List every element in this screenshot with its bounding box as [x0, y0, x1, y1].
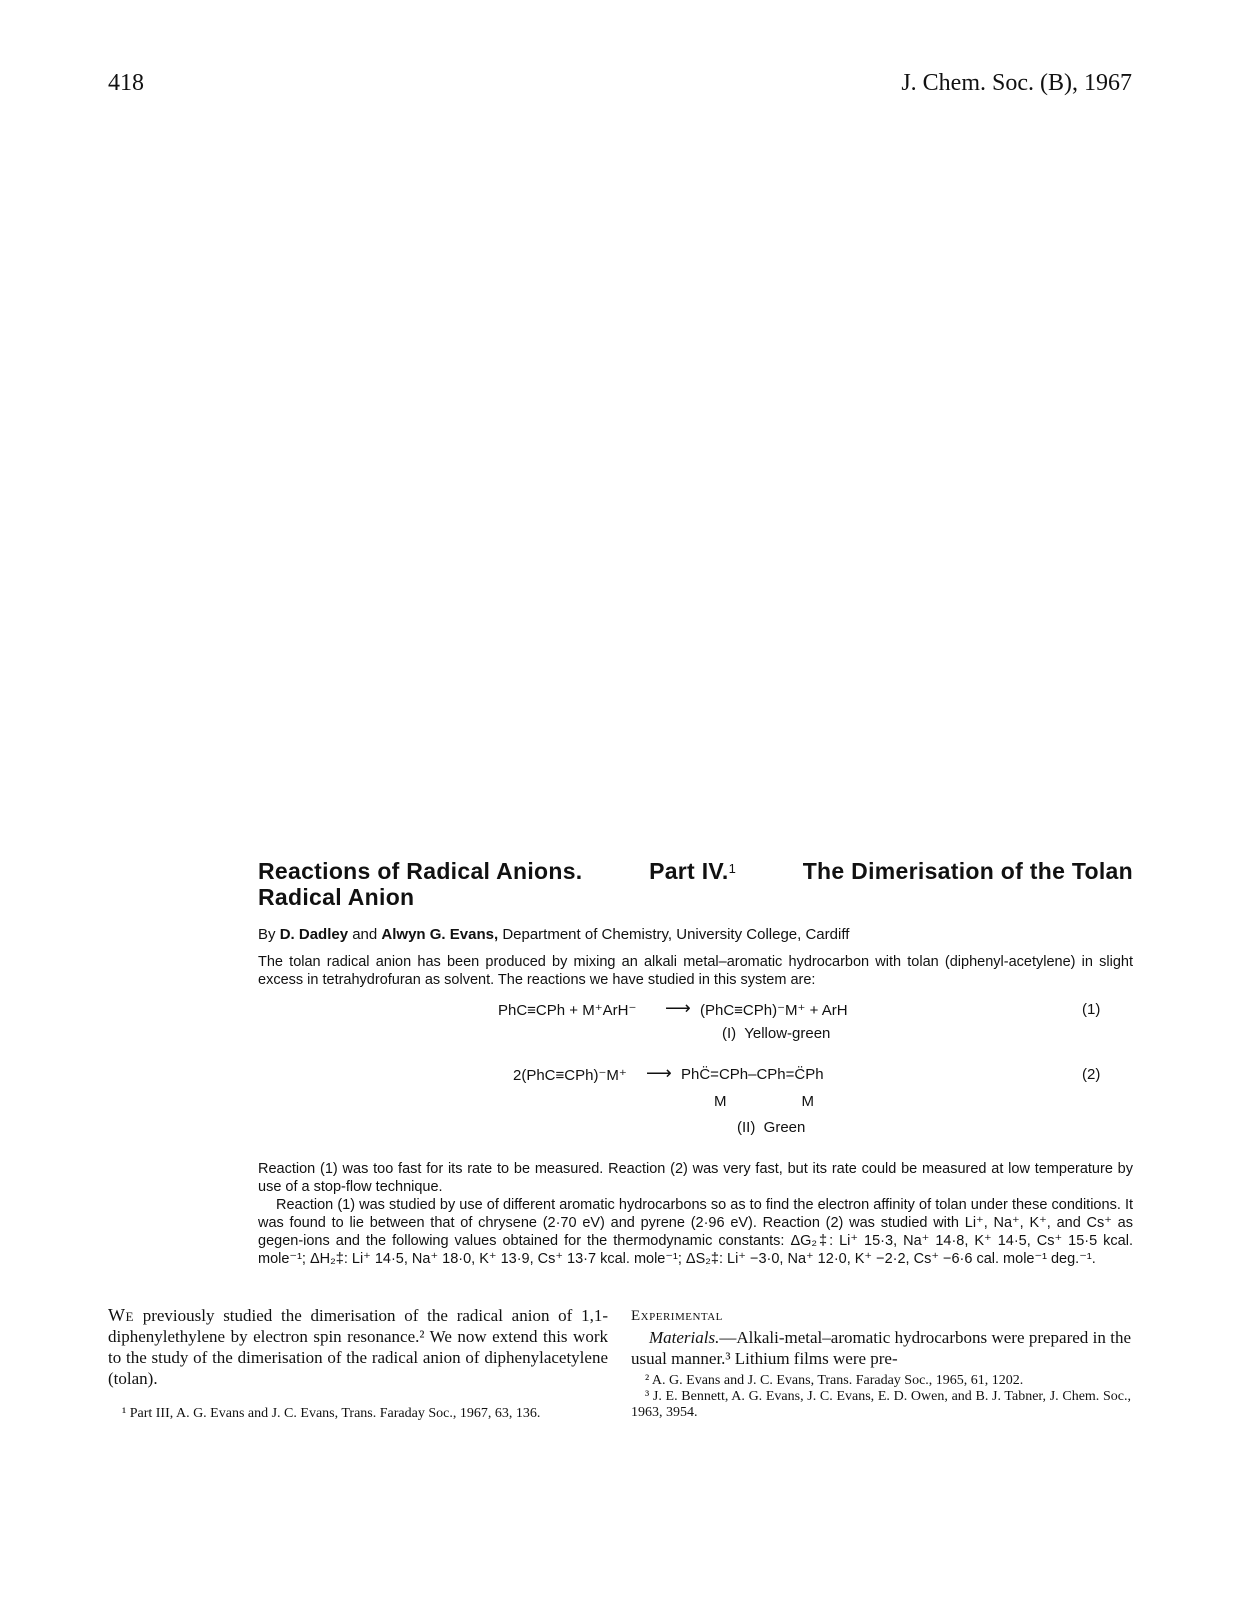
intro-we: We [108, 1305, 134, 1325]
materials-paragraph [631, 1327, 1131, 1369]
experimental-heading-text: Experimental [631, 1308, 723, 1324]
abstract-text-3: Reaction (1) was studied by use of different aromatic hydrocarbons so as to find the electron affinity of tolan under these conditions. It was found to lie between that of chrysene (2·70 eV) and pyrene (2·96 eV). Reaction (2) was studied with Li⁺, Na⁺, K⁺, and Cs⁺ as gegen-ions and the following values obtained for the thermodynamic constants: ΔG₂‡: Li⁺ 15·3, Na⁺ 14·8, K⁺ 14·5, Cs⁺ 15·5 kcal. mole⁻¹; ΔH₂‡: Li⁺ 14·5, Na⁺ 18·0, K⁺ 13·9, Cs⁺ 13·7 kcal. mole⁻¹; ΔS₂‡: Li⁺ −3·0, Na⁺ 12·0, K⁺ −2·2, Cs⁺ −6·6 cal. mole⁻¹ deg.⁻¹. [258, 1197, 1133, 1267]
experimental-heading [631, 1307, 723, 1325]
and-label: and [352, 926, 378, 943]
intro-text: previously studied the dimerisation of the radical anion of 1,1-diphenylethylene by electron spin resonance.² We now extend this work to the study of the dimerisation of the radical anion of diphenylacetylene (tolan). [108, 1306, 608, 1388]
footnote-1-text: ¹ Part III, A. G. Evans and J. C. Evans, Trans. Faraday Soc., 1967, 63, 136. [122, 1406, 541, 1421]
materials-text: —Alkali-metal–aromatic hydrocarbons were prepared in the usual manner.³ Lithium films were pre- [631, 1328, 1131, 1368]
materials-label: Materials. [649, 1328, 720, 1347]
title-line-1 [258, 858, 1133, 884]
equation-2-left: 2(PhC≡CPh)⁻M⁺ [513, 1067, 627, 1084]
equation-1-label: (I) Yellow-green [722, 1025, 831, 1042]
affiliation: Department of Chemistry, University College, Cardiff [502, 926, 850, 943]
footnote-1 [108, 1406, 608, 1422]
reaction-arrow-icon: ⟶ [665, 998, 691, 1018]
abstract-text-2: Reaction (1) was too fast for its rate to be measured. Reaction (2) was very fast, but its rate could be measured at low temperature by use of a stop-flow technique. [258, 1161, 1133, 1195]
reaction-arrow-icon: ⟶ [646, 1063, 672, 1083]
footnote-2-text: ² A. G. Evans and J. C. Evans, Trans. Faraday Soc., 1965, 61, 1202. [645, 1373, 1024, 1388]
title-part-3: The Dimerisation of the Tolan [802, 858, 1133, 884]
journal-header: J. Chem. Soc. (B), 1967 [901, 70, 1132, 96]
author-1: D. Dadley [279, 926, 349, 943]
abstract-paragraph-2 [258, 1160, 1133, 1268]
equation-1-number: (1) [1082, 1001, 1101, 1018]
equation-2-number: (2) [1082, 1066, 1101, 1083]
title-part-label: Part IV. [649, 858, 729, 884]
title-part-2 [649, 858, 736, 884]
article-title [258, 858, 1133, 910]
equation-2-right: PhC̈=CPh–CPh=C̈Ph [681, 1066, 824, 1083]
author-2: Alwyn G. Evans, [381, 926, 499, 943]
equation-1-right: (PhC≡CPh)⁻M⁺ + ArH [700, 1002, 848, 1019]
intro-paragraph [108, 1305, 608, 1389]
page-number: 418 [108, 70, 144, 96]
equation-1-left: PhC≡CPh + M⁺ArH⁻ [498, 1002, 637, 1019]
abstract-text-1: The tolan radical anion has been produced by mixing an alkali metal–aromatic hydrocarbon with tolan (diphenyl-acetylene) in slight excess in tetrahydrofuran as solvent. The reactions we have studied in this system are: [258, 954, 1133, 988]
equation-2-label: (II) Green [737, 1119, 806, 1136]
byline [258, 926, 849, 943]
by-label: By [258, 926, 276, 943]
title-footnote-ref: 1 [728, 861, 737, 876]
equation-2-metals: M M [714, 1093, 815, 1110]
title-part-1: Reactions of Radical Anions. [258, 858, 583, 884]
footnotes-right [631, 1373, 1131, 1421]
footnote-3-text: ³ J. E. Bennett, A. G. Evans, J. C. Evans, E. D. Owen, and B. J. Tabner, J. Chem. Soc., 1963, 3954. [631, 1389, 1131, 1420]
abstract-paragraph-1 [258, 953, 1133, 989]
title-line-2: Radical Anion [258, 884, 415, 910]
